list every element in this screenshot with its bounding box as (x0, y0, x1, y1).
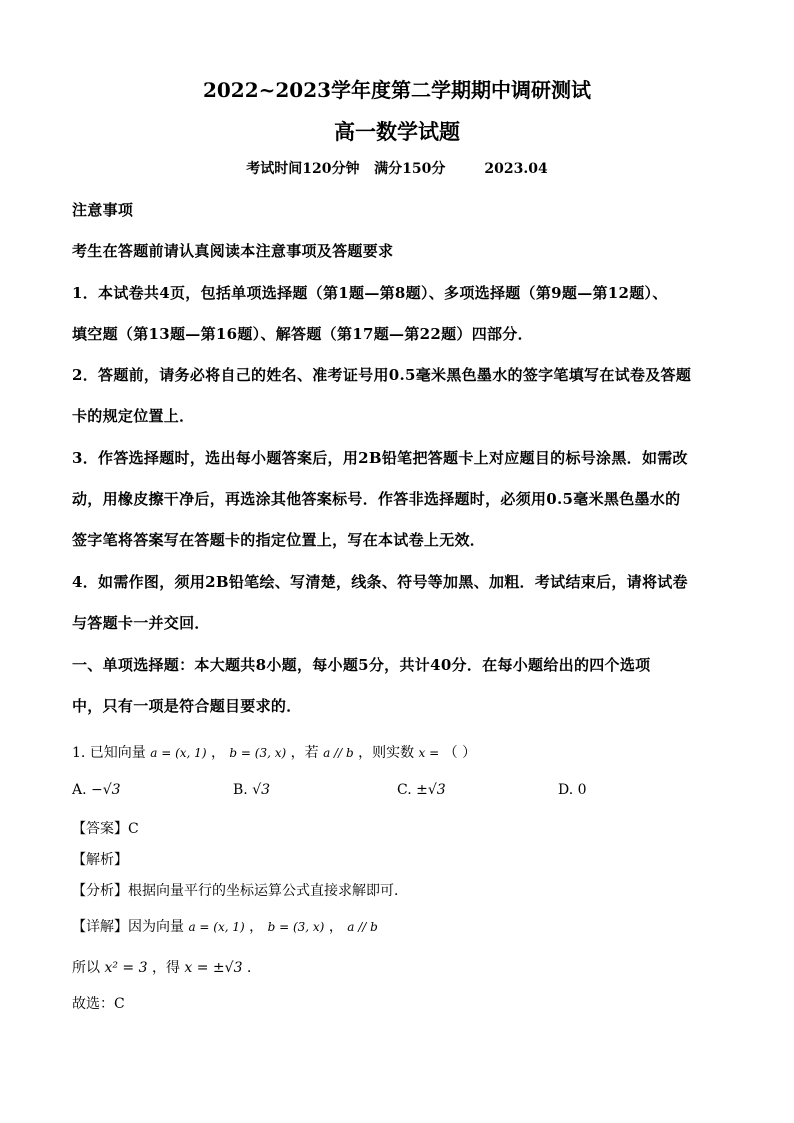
fenxi-line (72, 880, 408, 900)
notice-heading: 注意事项 (72, 201, 134, 219)
fenxi-tag: 【分析】 (72, 883, 128, 899)
option-label: C. (397, 782, 412, 798)
so-equation: x² = 3 (104, 960, 148, 976)
final-choice: 故选：C (72, 996, 125, 1012)
notice-intro: 考生在答题前请认真阅读本注意事项及答题要求 (72, 242, 394, 260)
sep: ， (249, 919, 264, 935)
section-heading-cont: 中，只有一项是符合题目要求的． (72, 697, 302, 715)
question-suffix: ，则实数 (358, 745, 415, 761)
so-mid: ，得 (151, 960, 180, 976)
sep: ， (210, 745, 225, 761)
question-1 (72, 742, 476, 762)
vector-b: b = (3, x) (229, 746, 287, 760)
answer-value: C (128, 821, 139, 837)
detail-prefix: 因为向量 (128, 919, 184, 935)
detail-tag: 【详解】 (72, 919, 128, 935)
so-prefix: 所以 (72, 960, 100, 976)
notice-line: 卡的规定位置上． (72, 407, 195, 425)
notice-line: 2．答题前，请务必将自己的姓名、准考证号用0.5毫米黑色墨水的签字笔填写在试卷及答题 (72, 366, 692, 384)
option-value: −√3 (91, 782, 121, 798)
detail-vector-b: b = (3, x) (267, 920, 325, 934)
option-b (233, 782, 270, 798)
sep: ， (328, 919, 343, 935)
so-result: x = ±√3 (184, 960, 243, 976)
detail-vector-a: a = (x, 1) (188, 920, 245, 934)
sep: ，若 (290, 745, 319, 761)
option-value: ±√3 (416, 782, 446, 798)
answer-blank: （ ） (443, 745, 477, 761)
vector-a: a = (x, 1) (150, 746, 207, 760)
notice-line: 4．如需作图，须用2B铅笔绘、写清楚，线条、符号等加黑、加粗．考试结束后，请将试卷 (72, 573, 688, 591)
notice-line: 动，用橡皮擦干净后，再选涂其他答案标号．作答非选择题时，必须用0.5毫米黑色墨水的 (72, 490, 681, 508)
answer-line (72, 818, 139, 838)
option-value: √3 (252, 782, 271, 798)
notice-line: 与答题卡一并交回． (72, 614, 210, 632)
exam-title: 2022~2023学年度第二学期期中调研测试 (202, 78, 592, 102)
option-label: D. (558, 782, 574, 798)
option-label: A. (72, 782, 87, 798)
detail-condition: a // b (347, 920, 378, 934)
analysis-tag: 【解析】 (72, 852, 128, 868)
so-end: ． (246, 960, 261, 976)
notice-line: 1．本试卷共4页，包括单项选择题（第1题—第8题）、多项选择题（第9题—第12题）、 (72, 284, 668, 302)
option-c (397, 782, 446, 798)
variable-x: x = (418, 746, 440, 760)
option-value: 0 (577, 782, 587, 798)
detail-line (72, 916, 378, 936)
section-heading: 一、单项选择题：本大题共8小题，每小题5分，共计40分．在每小题给出的四个选项 (72, 656, 651, 674)
exam-info: 考试时间120分钟 满分150分 2023.04 (246, 161, 548, 177)
question-prefix: 1. 已知向量 (72, 745, 146, 761)
so-line (72, 957, 261, 977)
option-label: B. (233, 782, 248, 798)
parallel-condition: a // b (323, 746, 354, 760)
notice-line: 签字笔将答案写在答题卡的指定位置上，写在本试卷上无效． (72, 531, 486, 549)
answer-tag: 【答案】 (72, 821, 128, 837)
option-a (72, 782, 121, 798)
fenxi-text: 根据向量平行的坐标运算公式直接求解即可． (128, 883, 408, 899)
exam-subtitle: 高一数学试题 (334, 119, 460, 144)
option-d (558, 782, 587, 798)
notice-line: 3．作答选择题时，选出每小题答案后，用2B铅笔把答题卡上对应题目的标号涂黑．如需改 (72, 449, 688, 467)
notice-line: 填空题（第13题—第16题）、解答题（第17题—第22题）四部分． (72, 325, 533, 343)
